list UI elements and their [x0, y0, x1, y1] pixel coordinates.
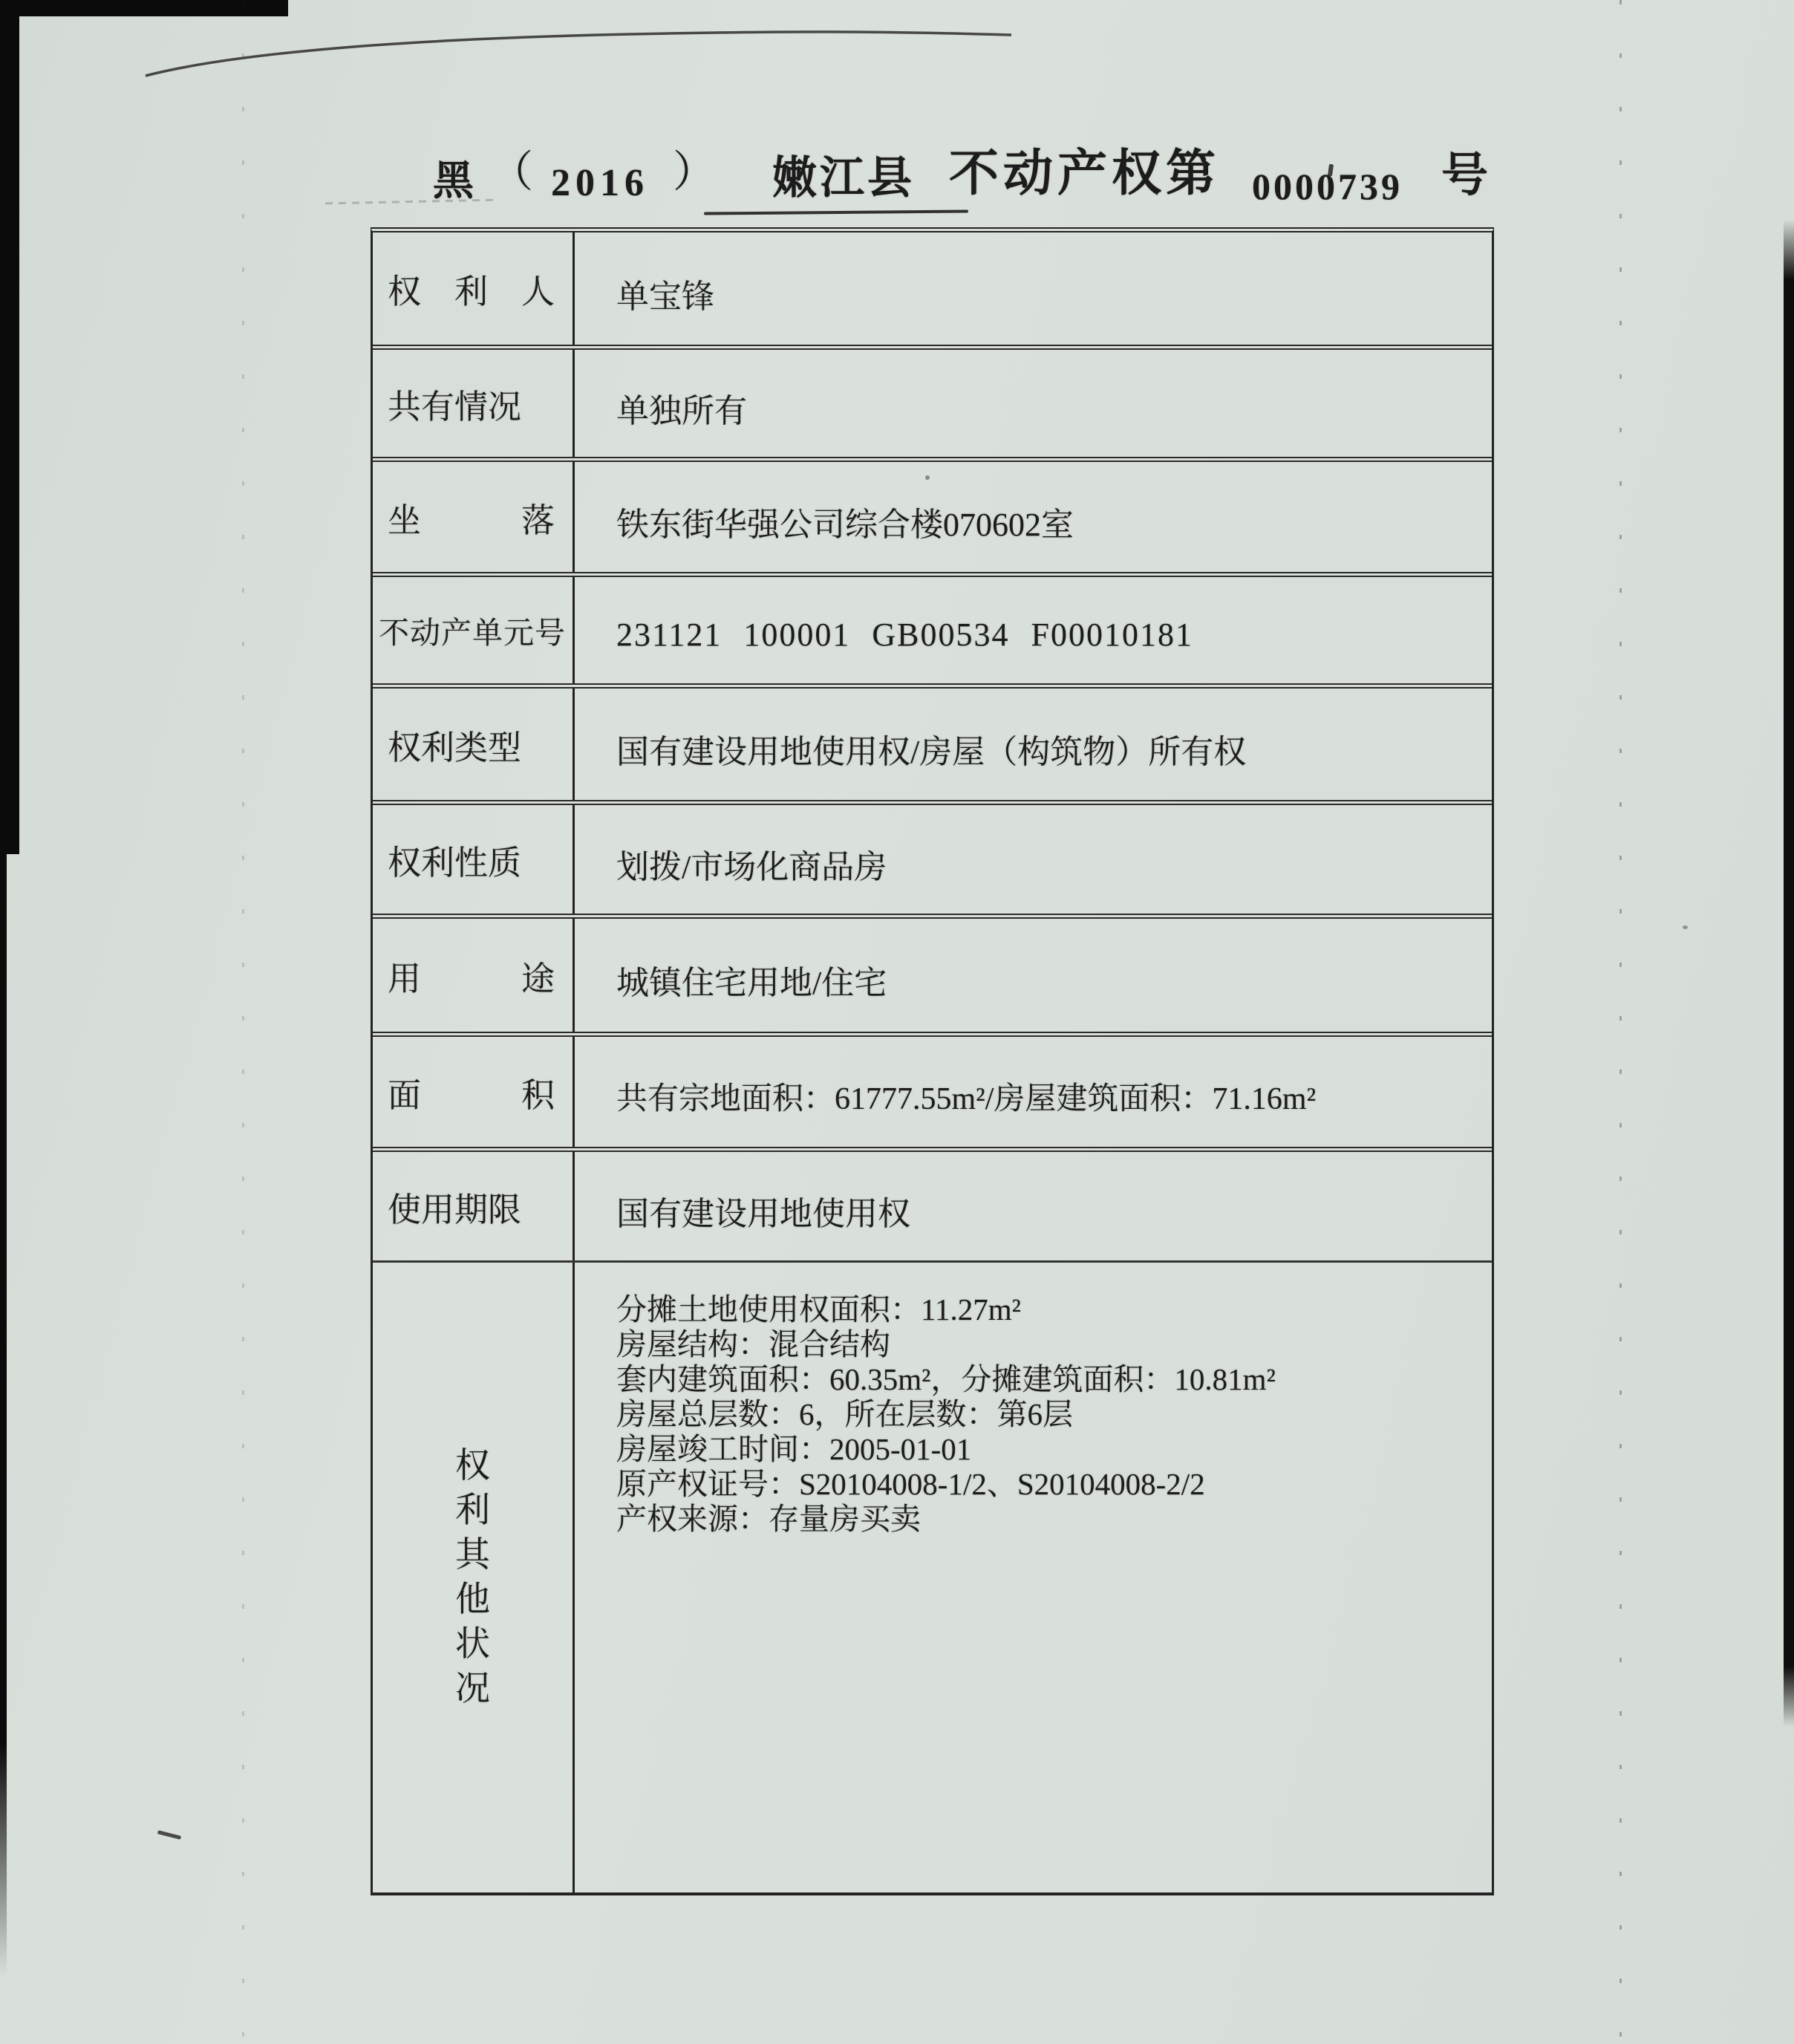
row-label: 权利性质 [373, 805, 575, 914]
row-label: 用 途 [373, 919, 575, 1032]
scan-edge-right [1784, 219, 1794, 1727]
row-value: 共有宗地面积：61777.55m²/房屋建筑面积：71.16m² [616, 1082, 1317, 1116]
row-value: 单宝锋 [616, 278, 714, 315]
row-area [373, 1032, 1492, 1147]
certificate-header [0, 0, 1794, 238]
county-underline [704, 209, 968, 215]
county-name: 嫩江县 [772, 154, 915, 203]
row-label: 权利类型 [373, 689, 575, 800]
row-value: 单独所有 [616, 393, 747, 429]
vertical-label-char: 其 [455, 1535, 490, 1575]
row-value: 城镇住宅用地/住宅 [616, 965, 887, 1001]
row-value: 国有建设用地使用权 [616, 1196, 910, 1232]
row-value-lines [575, 1263, 1492, 1892]
row-use-term [373, 1147, 1492, 1260]
paren-close: ） [673, 148, 717, 196]
row-location [373, 457, 1492, 572]
status-line: 产权来源：存量房买卖 [616, 1502, 921, 1536]
province-prefix: 黑 [433, 158, 474, 204]
vertical-label-char: 利 [455, 1491, 490, 1530]
row-label: 不动产单元号 [373, 577, 575, 683]
fold-crease-left [242, 0, 244, 2044]
vertical-label-char: 他 [455, 1580, 490, 1619]
vertical-label-char: 况 [455, 1669, 490, 1708]
fold-crease-right [1620, 0, 1622, 2044]
row-usage [373, 914, 1492, 1032]
row-unit-number [373, 572, 1492, 683]
vertical-label-char: 状 [455, 1624, 490, 1664]
status-line: 分摊土地使用权面积：11.27m² [616, 1292, 1021, 1327]
vertical-label-char: 权 [455, 1446, 490, 1485]
row-right-nature [373, 800, 1492, 914]
status-line: 房屋竣工时间：2005-01-01 [616, 1432, 972, 1466]
certificate-number: 0000739 [1252, 166, 1403, 207]
status-line: 原产权证号：S20104008-1/2、S20104008-2/2 [616, 1467, 1205, 1501]
row-value: 国有建设用地使用权/房屋（构筑物）所有权 [616, 734, 1247, 770]
row-value: 231121 100001 GB00534 F00010181 [616, 616, 1193, 653]
status-line: 套内建筑面积：60.35m²，分摊建筑面积：10.81m² [616, 1362, 1276, 1396]
status-line: 房屋总层数：6，所在层数：第6层 [616, 1397, 1073, 1431]
row-rights-holder [373, 232, 1492, 345]
certificate-title: 不动产权第 [949, 146, 1220, 201]
paren-open: （ [490, 148, 534, 196]
row-other-rights-status [373, 1260, 1492, 1892]
scan-speck [1683, 925, 1688, 929]
scan-edge-left-lower [0, 817, 7, 1976]
certificate-table [371, 227, 1494, 1895]
row-label: 坐 落 [373, 462, 575, 572]
row-right-type [373, 683, 1492, 800]
row-value: 铁东街华强公司综合楼070602室 [616, 507, 1074, 543]
row-label: 共有情况 [373, 350, 575, 457]
row-value: 划拨/市场化商品房 [616, 849, 887, 885]
row-co-ownership [373, 345, 1492, 457]
row-label-vertical [373, 1263, 575, 1892]
row-label: 面 积 [373, 1037, 575, 1147]
scan-speck [157, 1830, 181, 1840]
status-line: 房屋结构：混合结构 [616, 1327, 890, 1361]
row-label: 使用期限 [373, 1152, 575, 1260]
row-label: 权 利 人 [373, 232, 575, 345]
certificate-year: 2016 [551, 162, 649, 204]
number-suffix: 号 [1441, 149, 1488, 201]
